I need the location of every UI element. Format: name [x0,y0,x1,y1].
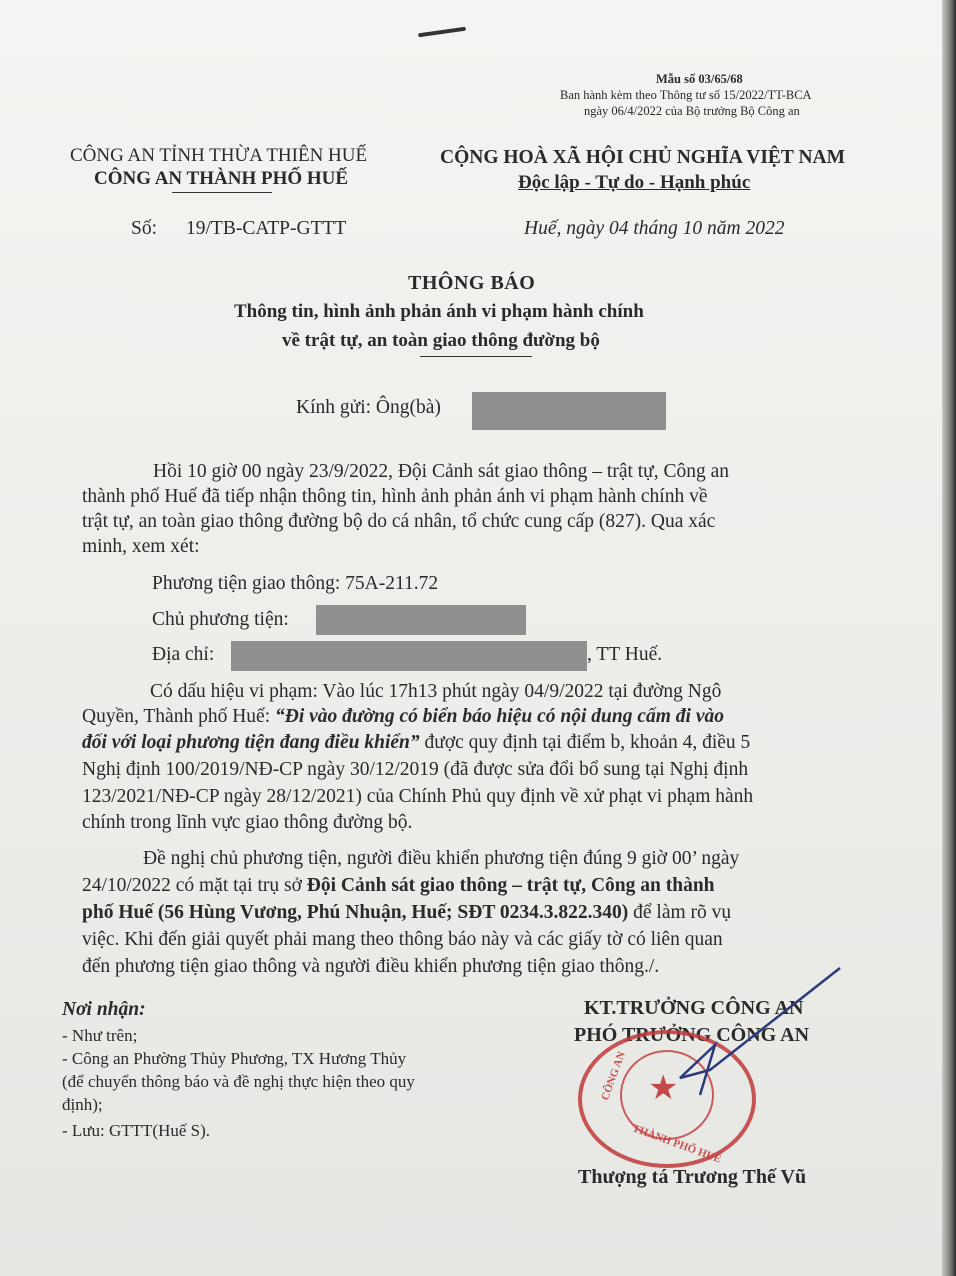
violation-text-2: đối với loại phương tiện đang điều khiển” [82,732,420,753]
p3-line-3 [82,902,731,924]
nation-name: CỘNG HOÀ XÃ HỘI CHỦ NGHĨA VIỆT NAM [440,147,846,168]
agency-parent: CÔNG AN TỈNH THỪA THIÊN HUẾ [70,145,368,166]
p2-line-6: chính trong lĩnh vực giao thông đường bộ. [82,812,413,833]
redacted-owner [316,605,526,635]
doc-subtitle-2: về trật tự, an toàn giao thông đường bộ [282,330,600,351]
signer-name: Thượng tá Trương Thế Vũ [578,1166,807,1188]
unit-name: Đội Cảnh sát giao thông – trật tự, Công an thành [306,875,715,896]
page-edge-shadow [942,0,956,1276]
p2-line-3-b: được quy định tại điểm b, khoản 4, điều 5 [419,732,751,753]
address-label: Địa chỉ: [152,644,215,665]
recipient-item-5: - Lưu: GTTT(Huế S). [62,1121,211,1140]
unit-address: phố Huế (56 Hùng Vương, Phú Nhuận, Huế; SĐT 0234.3.822.340) [82,902,629,923]
p2-line-5: 123/2021/NĐ-CP ngày 28/12/2021) của Chính Phủ quy định về xử phạt vi phạm hành [82,786,754,807]
doc-title: THÔNG BÁO [408,272,536,294]
place-date: Huế, ngày 04 tháng 10 năm 2022 [524,218,785,239]
pen-mark [418,27,466,38]
recipient-item-3: (để chuyển thông báo và đề nghị thực hiện theo quy [62,1072,415,1091]
recipient-item-2: - Công an Phường Thủy Phương, TX Hương Thủy [62,1049,407,1068]
recipients-title: Nơi nhận: [62,999,146,1020]
form-code: Mẫu số 03/65/68 [656,72,743,86]
doc-subtitle-1: Thông tin, hình ảnh phản ánh vi phạm hành chính [234,301,644,322]
p2-line-3 [82,732,750,754]
p2-line-1: Có dấu hiệu vi phạm: Vào lúc 17h13 phút ngày 04/9/2022 tại đường Ngô [150,681,722,702]
p1-line-3: trật tự, an toàn giao thông đường bộ do cá nhân, tổ chức cung cấp (827). Qua xác [82,511,716,532]
recipient-item-1: - Như trên; [62,1026,138,1045]
signature-title-2: PHÓ TRƯỞNG CÔNG AN [574,1024,810,1046]
p3-line-2 [82,875,715,897]
p2-line-2-a: Quyền, Thành phố Huế: [82,706,275,727]
p3-line-4: việc. Khi đến giải quyết phải mang theo thông báo này và các giấy tờ có liên quan [82,929,723,950]
address-suffix: , TT Huế. [587,644,663,665]
recipient-label: Kính gửi: Ông(bà) [296,397,441,418]
signature-title-1: KT.TRƯỞNG CÔNG AN [584,997,804,1019]
doc-number: 19/TB-CATP-GTTT [186,218,347,239]
motto: Độc lập - Tự do - Hạnh phúc [518,172,751,193]
subtitle-underline [420,356,532,357]
p1-line-1: Hồi 10 giờ 00 ngày 23/9/2022, Đội Cảnh sát giao thông – trật tự, Công an [153,461,730,482]
p3-line-1: Đề nghị chủ phương tiện, người điều khiển phương tiện đúng 9 giờ 00’ ngày [143,848,740,869]
doc-number-label: Số: [131,218,158,239]
p3-line-2-a: 24/10/2022 có mặt tại trụ sở [82,875,307,896]
p2-line-4: Nghị định 100/2019/NĐ-CP ngày 30/12/2019 (đã được sửa đổi bổ sung tại Nghị định [82,759,749,780]
stamp-star-icon: ★ [648,1070,679,1107]
signature-scribble [640,960,860,1100]
agency-underline [172,192,272,193]
p2-line-2 [82,706,724,728]
stamp-text-top: CÔNG AN [599,1049,628,1103]
p1-line-2: thành phố Huế đã tiếp nhận thông tin, hình ảnh phản ánh vi phạm hành chính về [82,486,708,507]
violation-text-1: “Đi vào đường có biển báo hiệu có nội dung cấm đi vào [274,706,724,727]
form-issued-line-2: ngày 06/4/2022 của Bộ trưởng Bộ Công an [584,104,800,118]
agency-name: CÔNG AN THÀNH PHỐ HUẾ [94,168,349,189]
p1-line-4: minh, xem xét: [82,536,200,557]
stamp-text-bottom: THÀNH PHỐ HUẾ [630,1122,723,1166]
owner-label: Chủ phương tiện: [152,609,289,630]
recipient-item-4: định); [62,1095,103,1114]
form-issued-line-1: Ban hành kèm theo Thông tư số 15/2022/TT-BCA [560,88,812,102]
redacted-address [231,641,587,671]
vehicle-plate: Phương tiện giao thông: 75A-211.72 [152,573,439,594]
p3-line-3-b: để làm rõ vụ [628,902,732,923]
redacted-recipient [472,392,666,430]
p3-line-5: đến phương tiện giao thông và người điều khiển phương tiện giao thông./. [82,956,660,977]
